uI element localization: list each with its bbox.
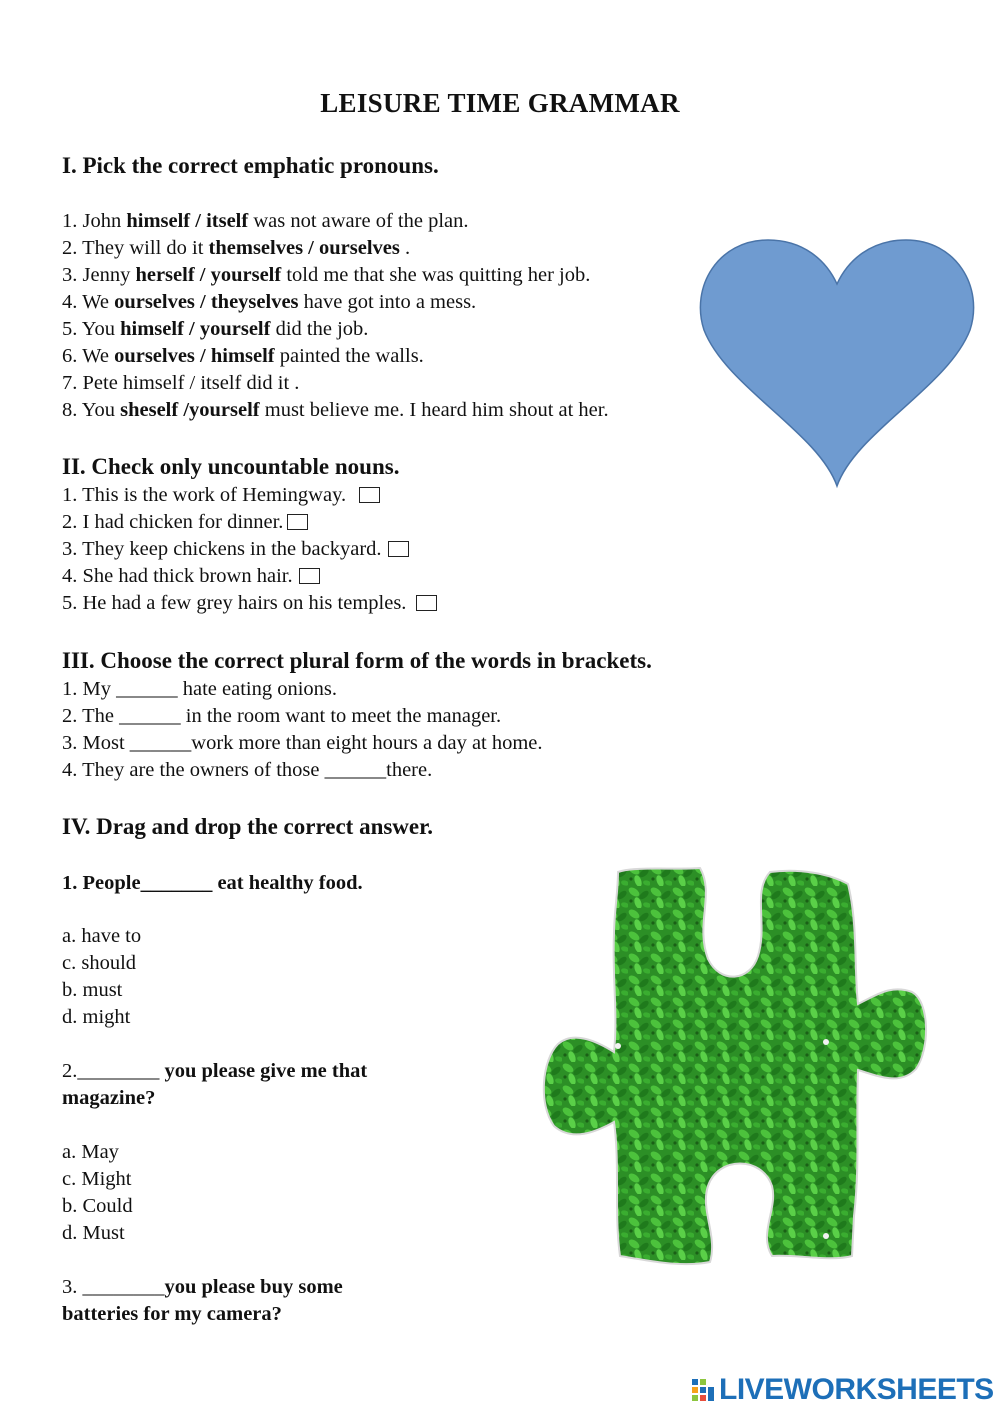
question-3[interactable]: 3. ________you please buy some xyxy=(62,1276,343,1298)
worksheet-title: LEISURE TIME GRAMMAR xyxy=(320,88,680,118)
question-1-option-d[interactable]: d. might xyxy=(62,1006,131,1028)
noun-checkbox-3[interactable] xyxy=(388,541,409,557)
noun-checkbox-5[interactable] xyxy=(416,595,437,611)
noun-item-2: 2. I had chicken for dinner. xyxy=(62,509,308,536)
brand-footer[interactable] xyxy=(691,1372,994,1408)
question-2[interactable]: 2.________ you please give me that xyxy=(62,1060,368,1082)
question-2-option-c[interactable]: c. Might xyxy=(62,1168,132,1190)
section-2-heading: II. Check only uncountable nouns. xyxy=(62,454,400,479)
noun-checkbox-4[interactable] xyxy=(299,568,320,584)
puzzle-piece xyxy=(540,864,930,1280)
liveworksheets-logo-icon xyxy=(691,1377,715,1403)
pronoun-item-2: 2. They will do it themselves / ourselves . xyxy=(62,237,411,259)
pronoun-item-6: 6. We ourselves / himself painted the walls. xyxy=(62,345,424,367)
question-2-option-a[interactable]: a. May xyxy=(62,1141,119,1163)
brand-name: LIVEWORKSHEETS xyxy=(719,1373,994,1406)
section-4-heading: IV. Drag and drop the correct answer. xyxy=(62,814,433,839)
heart-shape xyxy=(698,232,976,490)
plural-item-3[interactable]: 3. Most ______work more than eight hours a day at home. xyxy=(62,732,543,754)
question-2-option-b[interactable]: b. Could xyxy=(62,1195,133,1217)
noun-checkbox-1[interactable] xyxy=(359,487,380,503)
question-2-option-d[interactable]: d. Must xyxy=(62,1222,125,1244)
pronoun-choice-8[interactable]: sheself /yourself xyxy=(120,399,260,421)
question-2-line-2: magazine? xyxy=(62,1087,156,1109)
pronoun-item-3: 3. Jenny herself / yourself told me that she was quitting her job. xyxy=(62,264,591,286)
noun-item-4: 4. She had thick brown hair. xyxy=(62,563,320,590)
pronoun-choice-1[interactable]: himself / itself xyxy=(126,210,249,232)
noun-item-5: 5. He had a few grey hairs on his temples. xyxy=(62,590,437,617)
pronoun-item-8: 8. You sheself /yourself must believe me. I heard him shout at her. xyxy=(62,399,609,421)
pronoun-choice-3[interactable]: herself / yourself xyxy=(135,264,282,286)
section-3-heading: III. Choose the correct plural form of the words in brackets. xyxy=(62,648,652,673)
section-1-heading: I. Pick the correct emphatic pronouns. xyxy=(62,153,439,178)
heart-path xyxy=(700,240,973,486)
noun-checkbox-2[interactable] xyxy=(287,514,308,530)
plural-item-1[interactable]: 1. My ______ hate eating onions. xyxy=(62,678,338,700)
plural-item-4[interactable]: 4. They are the owners of those ______there. xyxy=(62,759,433,781)
question-1-option-c[interactable]: c. should xyxy=(62,952,137,974)
question-1[interactable]: 1. People_______ eat healthy food. xyxy=(62,872,363,894)
noun-item-1: 1. This is the work of Hemingway. xyxy=(62,482,380,509)
pronoun-choice-2[interactable]: themselves / ourselves xyxy=(208,237,400,259)
question-3-line-2: batteries for my camera? xyxy=(62,1303,282,1325)
puzzle-path xyxy=(544,868,926,1264)
pronoun-choice-6[interactable]: ourselves / himself xyxy=(114,345,275,367)
pronoun-item-5: 5. You himself / yourself did the job. xyxy=(62,318,369,340)
plural-item-2[interactable]: 2. The ______ in the room want to meet the manager. xyxy=(62,705,502,727)
pronoun-item-4: 4. We ourselves / theyselves have got into a mess. xyxy=(62,291,477,313)
pronoun-choice-4[interactable]: ourselves / theyselves xyxy=(114,291,299,313)
question-1-option-b[interactable]: b. must xyxy=(62,979,123,1001)
question-1-option-a[interactable]: a. have to xyxy=(62,925,142,947)
noun-item-3: 3. They keep chickens in the backyard. xyxy=(62,536,409,563)
pronoun-choice-5[interactable]: himself / yourself xyxy=(120,318,271,340)
pronoun-item-7[interactable]: 7. Pete himself / itself did it . xyxy=(62,372,300,394)
pronoun-item-1: 1. John himself / itself was not aware of the plan. xyxy=(62,210,469,232)
